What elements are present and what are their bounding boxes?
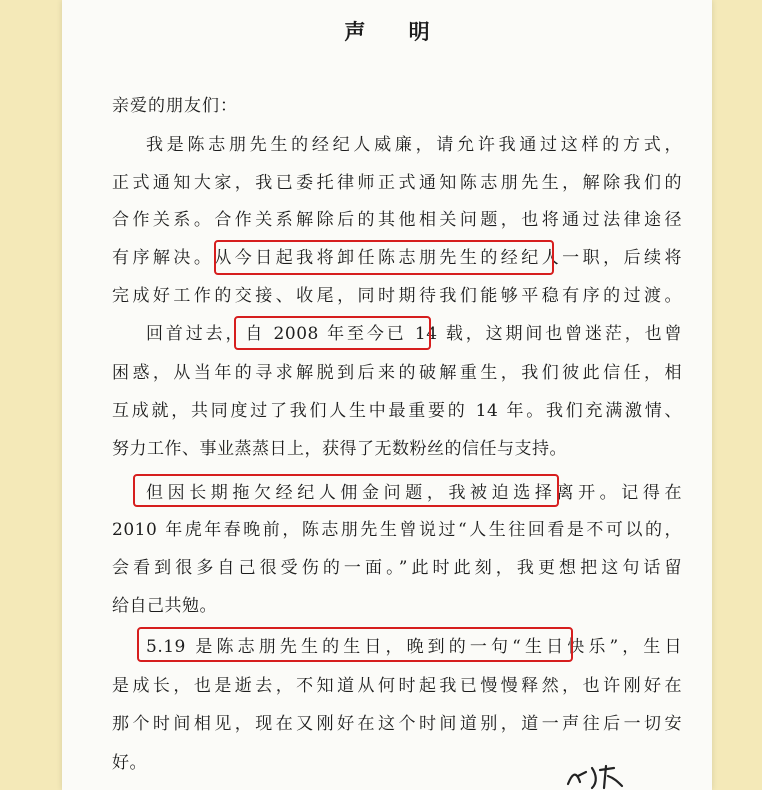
text-line: 是成长，也是逝去，不知道从何时起我已慢慢释然，也许刚好在 [112, 676, 682, 696]
text-line: 但因长期拖欠经纪人佣金问题，我被迫选择离开。记得在 [146, 483, 682, 503]
text-line: 正式通知大家，我已委托律师正式通知陈志朋先生，解除我们的 [112, 173, 682, 193]
text-line: 互成就，共同度过了我们人生中最重要的 14 年。我们充满激情、 [112, 401, 682, 421]
text-line: 会看到很多自己很受伤的一面。”此时此刻，我更想把这句话留 [112, 558, 682, 578]
text-line: 5.19 是陈志朋先生的生日，晚到的一句“生日快乐”，生日 [146, 637, 682, 657]
text-line: 那个时间相见，现在又刚好在这个时间道别，道一声往后一切安 [112, 714, 682, 734]
text-line: 合作关系。合作关系解除后的其他相关问题，也将通过法律途径 [112, 210, 682, 230]
text-line: 2010 年虎年春晚前，陈志朋先生曾说过“人生往回看是不可以的， [112, 520, 682, 540]
text-line: 完成好工作的交接、收尾，同时期待我们能够平稳有序的过渡。 [112, 286, 682, 306]
text-line: 回首过去，自 2008 年至今已 14 载，这期间也曾迷茫，也曾 [146, 324, 682, 344]
highlight-box [133, 474, 559, 507]
text-line: 好。 [112, 753, 147, 773]
page-title: 声 明 [344, 19, 448, 44]
statement-paper [62, 0, 712, 790]
text-line: 给自己共勉。 [112, 596, 217, 616]
text-line: 努力工作、事业蒸蒸日上，获得了无数粉丝的信任与支持。 [112, 439, 567, 459]
salutation: 亲爱的朋友们： [112, 96, 238, 116]
text-line: 困惑，从当年的寻求解脱到后来的破解重生，我们彼此信任，相 [112, 363, 682, 383]
handwritten-signature [562, 760, 642, 790]
text-line: 我是陈志朋先生的经纪人威廉，请允许我通过这样的方式， [146, 135, 682, 155]
text-line: 有序解决。从今日起我将卸任陈志朋先生的经纪人一职，后续将 [112, 248, 682, 268]
highlight-box [137, 627, 573, 662]
highlight-box [234, 316, 431, 350]
highlight-box [214, 240, 554, 275]
